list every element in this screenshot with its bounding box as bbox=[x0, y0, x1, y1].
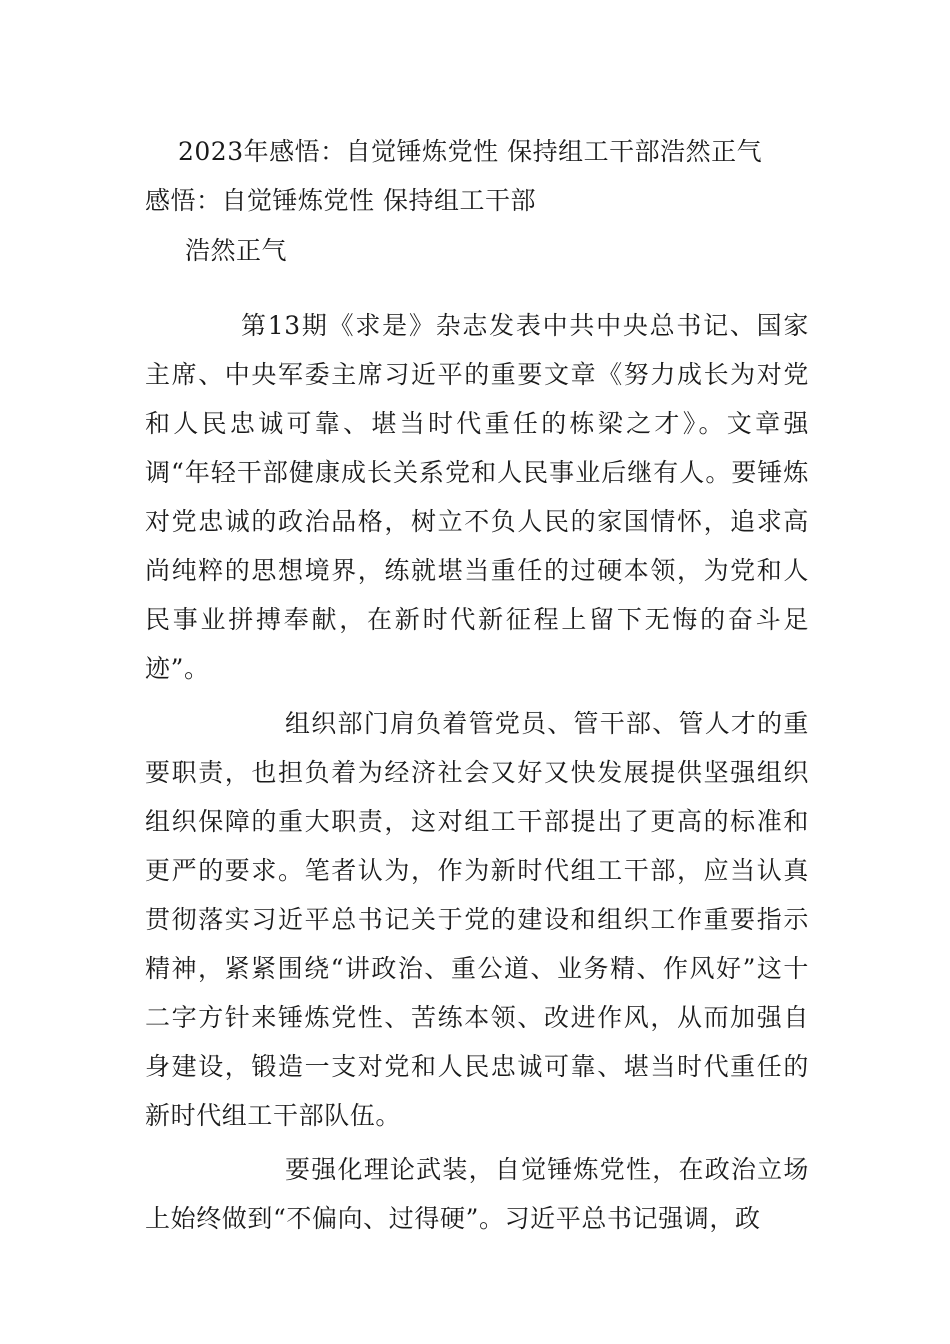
body-paragraph-3: 要强化理论武装，自觉锤炼党性，在政治立场上始终做到“不偏向、过得硬”。习近平总书记强调，政 bbox=[145, 1155, 809, 1233]
body-paragraph-2: 组织部门肩负着管党员、管干部、管人才的重要职责，也担负着为经济社会又好又快发展提供坚强组织组织保障的重大职责，这对组工干部提出了更高的标准和更严的要求。笔者认为，作为新时代组工干部，应当认真贯彻落实习近平总书记关于党的建设和组织工作重要指示精神，紧紧围绕“讲政治、重公道、业务精、作风好”这十二字方针来锤炼党性、苦练本领、改进作风，从而加强自身建设，锻造一支对党和人民忠诚可靠、堪当时代重任的新时代组工干部队伍。 bbox=[145, 709, 809, 1130]
body-paragraph-1: 第13期《求是》杂志发表中共中央总书记、国家主席、中央军委主席习近平的重要文章《努力成长为对党和人民忠诚可靠、堪当时代重任的栋梁之才》。文章强调“年轻干部健康成长关系党和人民事业后继有人。要锤炼对党忠诚的政治品格，树立不负人民的家国情怀，追求高尚纯粹的思想境界，练就堪当重任的过硬本领，为党和人民事业拼搏奉献，在新时代新征程上留下无悔的奋斗足迹”。 bbox=[145, 311, 809, 683]
document-title-line-2: 感悟：自觉锤炼党性 保持组工干部 bbox=[145, 186, 536, 215]
document-title-line-3: 浩然正气 bbox=[185, 236, 288, 265]
document-title-line-1: 2023年感悟：自觉锤炼党性 保持组工干部浩然正气 bbox=[178, 137, 763, 166]
